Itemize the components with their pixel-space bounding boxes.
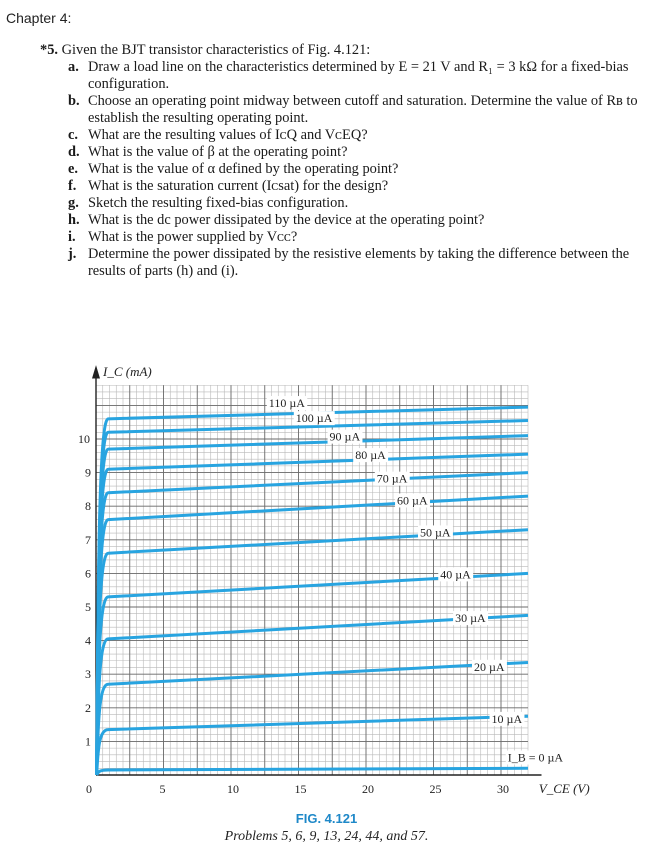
problem-part-h: h. What is the dc power dissipated by the device at the operating point? <box>68 212 485 228</box>
problem-part-e: e. What is the value of α defined by the operating point? <box>68 161 399 177</box>
curve-label: 100 µA <box>295 411 333 426</box>
x-tick-label: 0 <box>86 782 92 796</box>
curve-label: 20 µA <box>474 659 505 674</box>
problem-number: *5. <box>40 42 58 58</box>
y-tick-label: 3 <box>85 667 91 682</box>
part-text: What are the resulting values of IᴄQ and VᴄEQ? <box>88 127 368 143</box>
part-text: What is the power supplied by Vᴄᴄ? <box>88 229 298 245</box>
curve-label: 80 µA <box>355 448 386 463</box>
curve-10ua <box>97 716 528 775</box>
part-text: What is the value of α defined by the operating point? <box>88 161 399 177</box>
curve-30ua <box>97 615 528 775</box>
part-text: Draw a load line on the characteristics determined by E = 21 V and R₁ = 3 kΩ for a fixed-bias configuration. <box>88 59 629 92</box>
problem-part-f: f. What is the saturation current (Iᴄsat) for the design? <box>68 178 389 194</box>
problem-part-c: c. What are the resulting values of IᴄQ and VᴄEQ? <box>68 127 368 143</box>
part-text: What is the saturation current (Iᴄsat) for the design? <box>88 178 389 194</box>
part-text: Determine the power dissipated by the resistive elements by taking the difference between the results of parts (h) and (i). <box>88 246 630 279</box>
problem-part-i: i. What is the power supplied by Vᴄᴄ? <box>68 229 298 245</box>
x-axis-label: V_CE (V) <box>538 781 590 796</box>
figure-title: FIG. 4.121 <box>295 811 358 826</box>
x-tick-label: 5 <box>159 782 166 796</box>
y-axis-label: I_C (mA) <box>103 363 152 379</box>
x-tick-label: 25 <box>429 782 442 796</box>
part-text: What is the value of β at the operating point? <box>88 144 348 160</box>
curve-label: 60 µA <box>397 493 428 508</box>
curve-label: 70 µA <box>376 471 408 486</box>
y-tick-label: 10 <box>78 432 90 446</box>
part-text: Sketch the resulting fixed-bias configuration. <box>88 195 349 211</box>
y-tick-label: 2 <box>85 700 91 715</box>
curve-label: 30 µA <box>455 611 486 626</box>
problem-stem <box>40 42 640 59</box>
bjt-characteristics-chart <box>0 340 653 810</box>
y-tick-label: 1 <box>85 734 91 749</box>
x-tick-label: 15 <box>294 782 307 796</box>
curve-label: 50 µA <box>420 525 451 540</box>
y-tick-label: 4 <box>85 633 91 648</box>
y-axis-arrow <box>92 365 100 378</box>
problem-part-b: b. Choose an operating point midway between cutoff and saturation. Determine the value of Rʙ to establish the resulting operating point. <box>68 93 638 126</box>
y-tick-label: 5 <box>85 600 91 614</box>
curve-label: 40 µA <box>440 567 471 582</box>
chapter-heading: Chapter 4: <box>6 10 72 26</box>
problem-stem-text: Given the BJT transistor characteristics of Fig. 4.121: <box>61 42 371 58</box>
problem-block <box>40 42 640 280</box>
y-tick-label: 9 <box>85 465 91 480</box>
problem-parts <box>40 59 640 280</box>
curve-label: 10 µA <box>491 711 523 726</box>
x-tick-label: 20 <box>362 782 374 796</box>
problem-part-d: d. What is the value of β at the operating point? <box>68 144 348 160</box>
problem-part-j: j. Determine the power dissipated by the resistive elements by taking the difference between the results of parts (h) and (i). <box>68 246 630 279</box>
curve-label: 110 µA <box>268 396 305 411</box>
x-tick-label: 30 <box>497 782 509 796</box>
y-tick-label: 7 <box>85 532 91 547</box>
part-text: Choose an operating point midway between cutoff and saturation. Determine the value of Rʙ to establish the resulting operating point. <box>88 93 638 126</box>
x-tick-label: 10 <box>227 782 239 796</box>
curve-0ua <box>97 768 528 775</box>
problem-part-g: g. Sketch the resulting fixed-bias configuration. <box>68 195 349 211</box>
figure-subtitle: Problems 5, 6, 9, 13, 24, 44, and 57. <box>224 829 429 844</box>
y-tick-label: 6 <box>85 566 91 581</box>
curve-label: 90 µA <box>329 429 361 444</box>
y-tick-label: 8 <box>85 499 91 514</box>
part-text: What is the dc power dissipated by the device at the operating point? <box>88 212 485 228</box>
curve-label: I_B = 0 µA <box>507 750 564 765</box>
problem-part-a: a. Draw a load line on the characteristics determined by E = 21 V and R₁ = 3 kΩ for a fixed-bias configuration. <box>68 59 629 92</box>
